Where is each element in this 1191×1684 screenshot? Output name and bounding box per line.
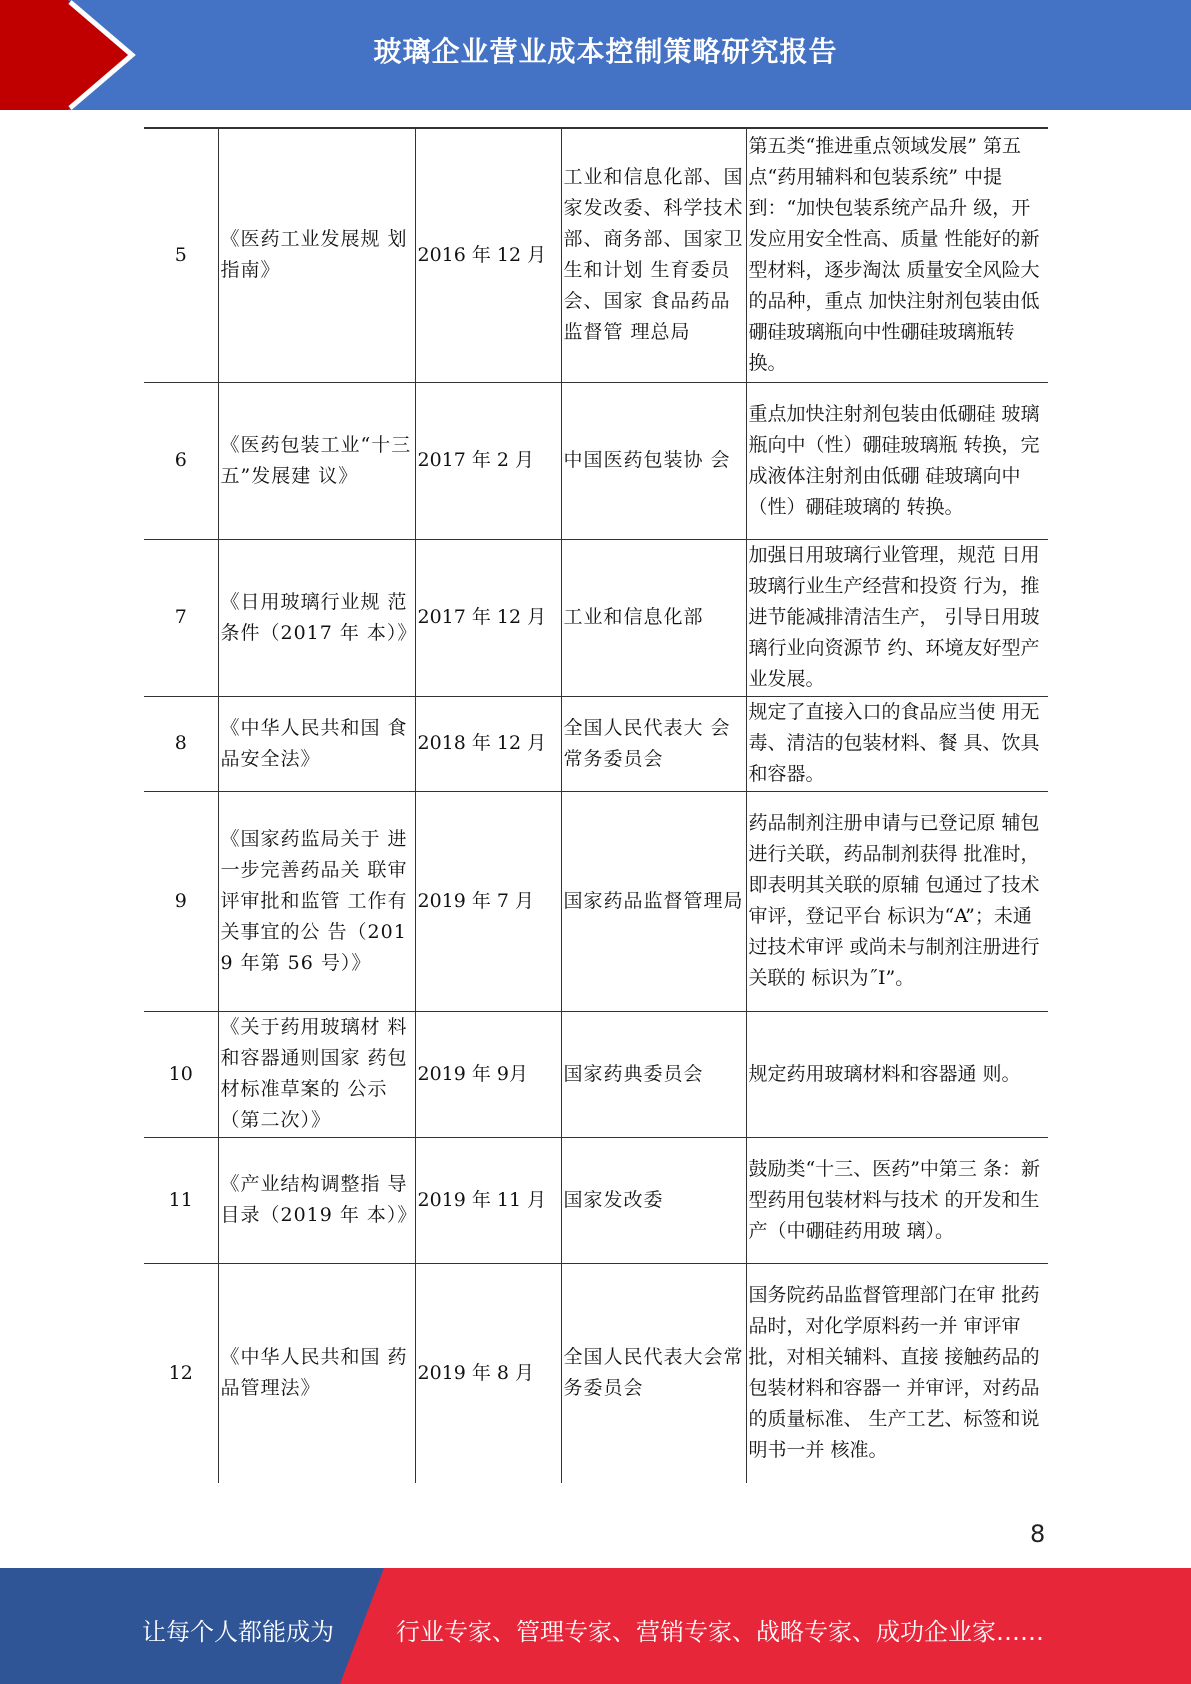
issue-date: 2019 年 8 月 [415, 1263, 561, 1483]
policy-table [144, 127, 1048, 1483]
policy-content: 国务院药品监督管理部门在审 批药品时，对化学原料药一并 审评审批，对相关辅料、直接 接触药品的包装材料和容器一 并审评，对药品的质量标准、 生产工艺、标签和说明书一并 核准。 [746, 1263, 1048, 1483]
issue-date: 2017 年 2 月 [415, 382, 561, 539]
table-row [144, 382, 1048, 539]
row-number: 7 [144, 539, 218, 696]
policy-content: 规定药用玻璃材料和容器通 则。 [746, 1011, 1048, 1137]
table-row [144, 696, 1048, 791]
issuing-authority: 工业和信息化部 [561, 539, 746, 696]
issuing-authority: 国家药典委员会 [561, 1011, 746, 1137]
issue-date: 2019 年 9月 [415, 1011, 561, 1137]
report-title: 玻璃企业营业成本控制策略研究报告 [373, 35, 838, 68]
document-name: 《医药包装工业“十三五”发展建 议》 [218, 382, 415, 539]
row-number: 11 [144, 1137, 218, 1263]
document-name: 《产业结构调整指 导目录（2019 年 本）》 [218, 1137, 415, 1263]
issue-date: 2016 年 12 月 [415, 128, 561, 382]
issue-date: 2017 年 12 月 [415, 539, 561, 696]
issuing-authority: 国家药品监督管理局 [561, 791, 746, 1011]
issuing-authority: 工业和信息化部、国家发改委、科学技术部、商务部、国家卫生和计划 生育委员会、国家 食品药品监督管 理总局 [561, 128, 746, 382]
row-number: 8 [144, 696, 218, 791]
policy-content: 重点加快注射剂包装由低硼硅 玻璃瓶向中（性）硼硅玻璃瓶 转换，完成液体注射剂由低硼 硅玻璃向中（性）硼硅玻璃的 转换。 [746, 382, 1048, 539]
policy-content: 加强日用玻璃行业管理，规范 日用玻璃行业生产经营和投资 行为，推进节能减排清洁生产， 引导日用玻璃行业向资源节 约、环境友好型产业发展。 [746, 539, 1048, 696]
footer-slogan-left: 让每个人都能成为 [142, 1618, 334, 1646]
table-row [144, 1137, 1048, 1263]
issue-date: 2019 年 11 月 [415, 1137, 561, 1263]
table-row [144, 1011, 1048, 1137]
issuing-authority: 中国医药包装协 会 [561, 382, 746, 539]
document-name: 《日用玻璃行业规 范条件（2017 年 本）》 [218, 539, 415, 696]
policy-table-grid [144, 127, 1048, 1483]
issue-date: 2019 年 7 月 [415, 791, 561, 1011]
policy-content: 第五类“推进重点领域发展” 第五点“药用辅料和包装系统” 中提到：“加快包装系统产品升 级，开发应用安全性高、质量 性能好的新型材料，逐步淘汰 质量安全风险大的品种，重点 加快注射剂包装由低硼硅玻璃瓶向中性硼硅玻璃瓶转换。 [746, 128, 1048, 382]
row-number: 10 [144, 1011, 218, 1137]
policy-content: 鼓励类“十三、医药”中第三 条：新型药用包装材料与技术 的开发和生产（中硼硅药用玻 璃）。 [746, 1137, 1048, 1263]
table-row [144, 539, 1048, 696]
page-header [0, 0, 1191, 110]
document-name: 《医药工业发展规 划指南》 [218, 128, 415, 382]
document-name: 《中华人民共和国 食品安全法》 [218, 696, 415, 791]
document-name: 《中华人民共和国 药品管理法》 [218, 1263, 415, 1483]
issuing-authority: 国家发改委 [561, 1137, 746, 1263]
document-name: 《关于药用玻璃材 料和容器通则国家 药包材标准草案的 公示（第二次）》 [218, 1011, 415, 1137]
table-row [144, 128, 1048, 382]
row-number: 12 [144, 1263, 218, 1483]
document-name: 《国家药监局关于 进一步完善药品关 联审评审批和监管 工作有关事宜的公 告（2019 年第 56 号）》 [218, 791, 415, 1011]
issuing-authority: 全国人民代表大 会常务委员会 [561, 696, 746, 791]
row-number: 9 [144, 791, 218, 1011]
row-number: 5 [144, 128, 218, 382]
issuing-authority: 全国人民代表大会常务委员会 [561, 1263, 746, 1483]
policy-content: 药品制剂注册申请与已登记原 辅包进行关联，药品制剂获得 批准时，即表明其关联的原辅 包通过了技术审评，登记平台 标识为“A”；未通过技术审评 或尚未与制剂注册进行关联的 标识为˝I”。 [746, 791, 1048, 1011]
issue-date: 2018 年 12 月 [415, 696, 561, 791]
row-number: 6 [144, 382, 218, 539]
table-row [144, 791, 1048, 1011]
policy-content: 规定了直接入口的食品应当使 用无毒、清洁的包装材料、餐 具、饮具和容器。 [746, 696, 1048, 791]
table-row [144, 1263, 1048, 1483]
page-number: 8 [1030, 1520, 1046, 1548]
footer-slogan-right: 行业专家、管理专家、营销专家、战略专家、成功企业家…… [396, 1618, 1044, 1646]
